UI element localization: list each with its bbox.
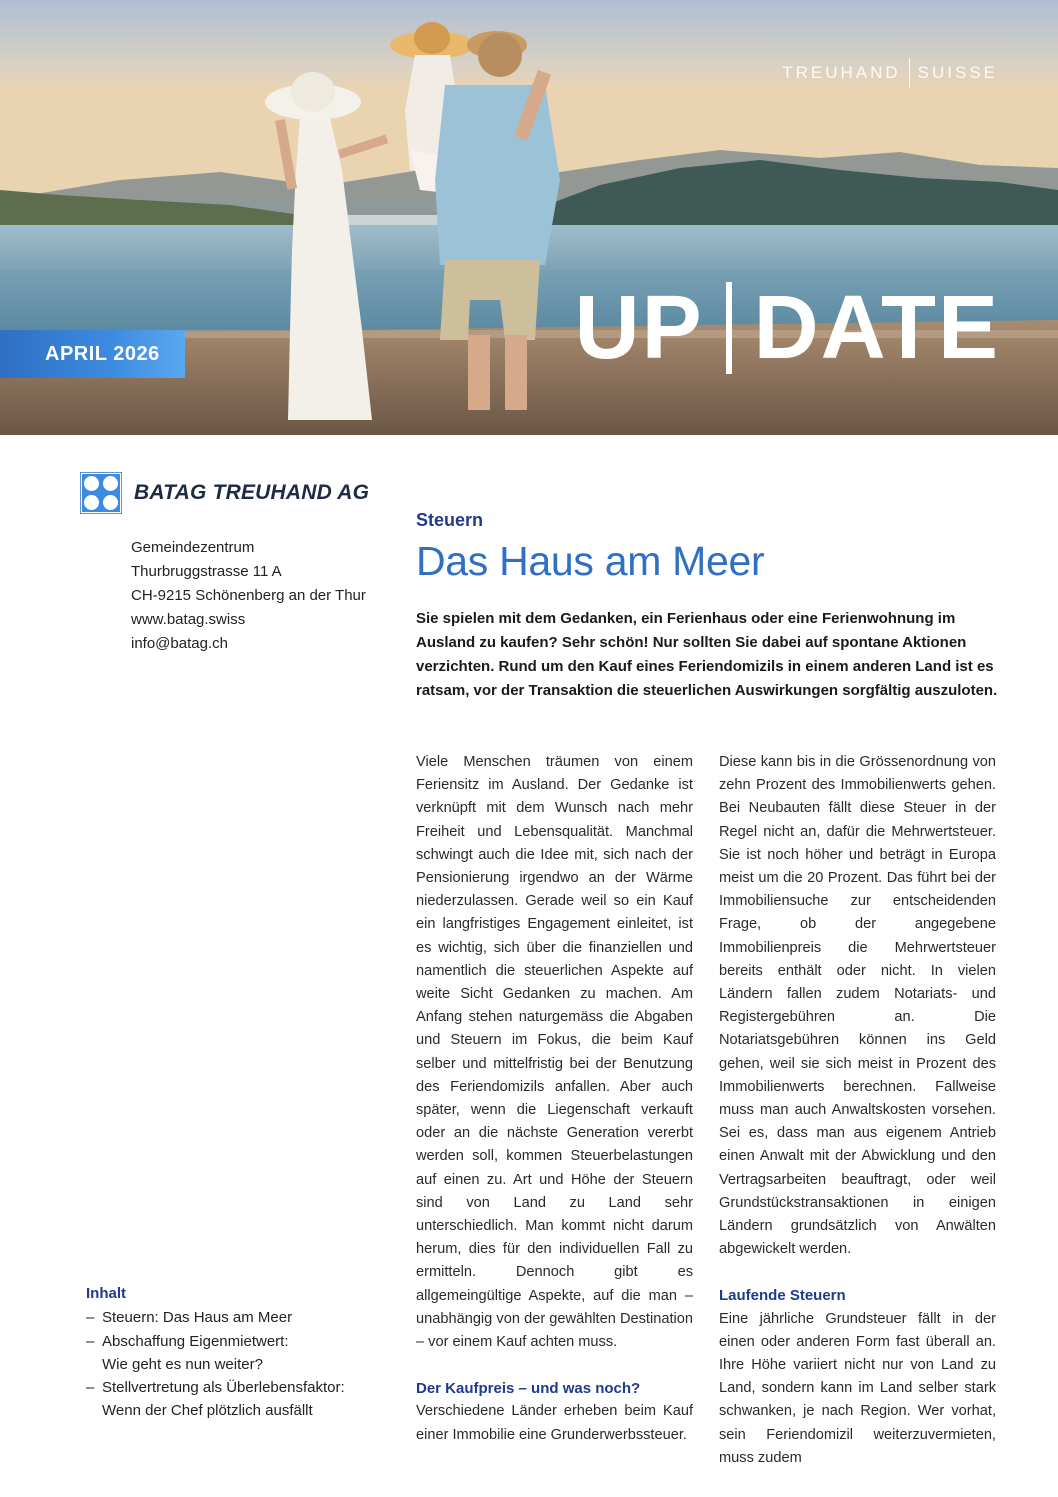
body-paragraph: Eine jährliche Grundsteuer fällt in der einen oder anderen Form fast überall an. Ihre Höhe variiert nicht nur von Land zu Land, sondern kann im Land selber stark schwanken, je nach Region. Wer vorhat, sein Feriendomizil weiterzuvermieten, muss zudem <box>719 1310 996 1466</box>
brand-left: TREUHAND <box>782 63 901 82</box>
update-title <box>574 278 1000 378</box>
toc-item-line: Abschaffung Eigenmietwert: <box>102 1332 289 1350</box>
body-paragraph: Diese kann bis in die Grössenordnung von zehn Prozent des Immobilienwerts gehen. Bei Neubauten fällt diese Steuer in der Regel nicht an, dafür die Mehrwertsteuer. Sie ist noch höher und beträgt in Europa meist um die 20 Prozent. Das führt bei der Immobiliensuche zur entscheidenden Frage, ob der angegebene Immobilienpreis die Mehrwertsteuer bereits enthält oder nicht. In vielen Ländern fallen zudem Notariats- und Registergebühren an. Die Notariatsgebühren können ins Geld gehen, weil sie sich meist in Prozent des Immobilienwerts berechnen. Fallweise muss man auch Anwaltskosten vorsehen. Sei es, dass man aus eigenem Antrieb einen Anwalt mit der Abwicklung und den Vertragsarbeiten beauftragt, oder weil Grundstückstransaktionen in einigen Ländern grundsätzlich von Anwälten abgewickelt werden. <box>719 754 996 1258</box>
title-divider <box>726 282 732 374</box>
toc-item-line: Wie geht es nun weiter? <box>102 1355 263 1373</box>
toc-item[interactable] <box>86 1376 376 1423</box>
treuhand-suisse-logo <box>782 58 998 88</box>
article-kicker: Steuern <box>416 510 484 530</box>
website-link[interactable]: www.batag.swiss <box>131 611 246 628</box>
dash-bullet: – <box>86 1332 95 1350</box>
toc-item-line: Stellvertretung als Überlebensfaktor: <box>102 1379 345 1397</box>
address-line: CH-9215 Schönenberg an der Thur <box>131 587 366 604</box>
batag-logo-icon <box>80 472 122 514</box>
section-subhead: Der Kaufpreis – und was noch? <box>416 1380 641 1398</box>
toc-heading: Inhalt <box>86 1285 126 1302</box>
company-address <box>131 536 366 656</box>
email-link[interactable]: info@batag.ch <box>131 635 228 652</box>
body-paragraph: Verschiedene Länder erheben beim Kauf einer Immobilie eine Grunderwerbssteuer. <box>416 1403 693 1443</box>
hero-banner <box>0 0 1058 435</box>
date-badge: APRIL 2026 <box>0 330 185 378</box>
article-column-1 <box>416 751 693 1447</box>
dash-bullet: – <box>86 1379 95 1397</box>
article-column-2 <box>719 751 996 1470</box>
brand-divider <box>909 58 910 88</box>
company-logo <box>80 472 369 514</box>
brand-right: SUISSE <box>917 63 998 82</box>
address-line: Gemeindezentrum <box>131 539 255 556</box>
company-name: BATAG TREUHAND AG <box>134 481 370 504</box>
section-subhead: Laufende Steuern <box>719 1287 846 1305</box>
title-right: DATE <box>753 278 1000 378</box>
toc-item-line: Steuern: Das Haus am Meer <box>102 1309 293 1327</box>
article-headline: Das Haus am Meer <box>416 538 765 584</box>
title-left: UP <box>574 278 704 378</box>
dash-bullet: – <box>86 1309 95 1327</box>
article-lead: Sie spielen mit dem Gedanken, ein Ferienhaus oder eine Ferienwohnung im Ausland zu kaufen? Sehr schön! Nur sollten Sie dabei auf spontane Aktionen verzichten. Rund um den Kauf eines Feriendomizils in einem anderen Land ist es ratsam, vor der Transaktion die steuerlichen Auswirkungen sorgfältig auszuloten. <box>416 610 998 699</box>
toc-item[interactable] <box>86 1306 376 1329</box>
table-of-contents <box>86 1282 376 1423</box>
address-line: Thurbruggstrasse 11 A <box>131 563 282 580</box>
toc-item-line: Wenn der Chef plötzlich ausfällt <box>102 1402 313 1420</box>
toc-item[interactable] <box>86 1330 376 1377</box>
body-paragraph: Viele Menschen träumen von einem Feriensitz im Ausland. Der Gedanke ist verknüpft mit dem Wunsch nach mehr Freiheit und Lebensqualität. Manchmal schwingt auch die Idee mit, sich nach der Pensionierung irgendwo an der Wärme niederzulassen. Gerade weil so ein Kauf ein langfristiges Engagement einleitet, ist es wichtig, sich über die finanziellen und namentlich die steuerlichen Aspekte auf weite Sicht Gedanken zu machen. Am Anfang stehen naturgemäss die Abgaben und Steuern im Fokus, die beim Kauf selber und mittelfristig bei der Benutzung des Feriendomizils anfallen. Aber auch später, wenn die Liegenschaft verkauft oder an die nächste Generation vererbt werden soll, kommen Steuerbelastungen auf einen zu. Art und Höhe der Steuern sind von Land zu Land sehr unterschiedlich. Man kommt nicht darum herum, dies für den individuellen Fall zu ermitteln. Dennoch gibt es allgemeingültige Aspekte, auf die man – unabhängig von der gewählten Destination – vor einem Kauf achten muss. <box>416 754 693 1351</box>
